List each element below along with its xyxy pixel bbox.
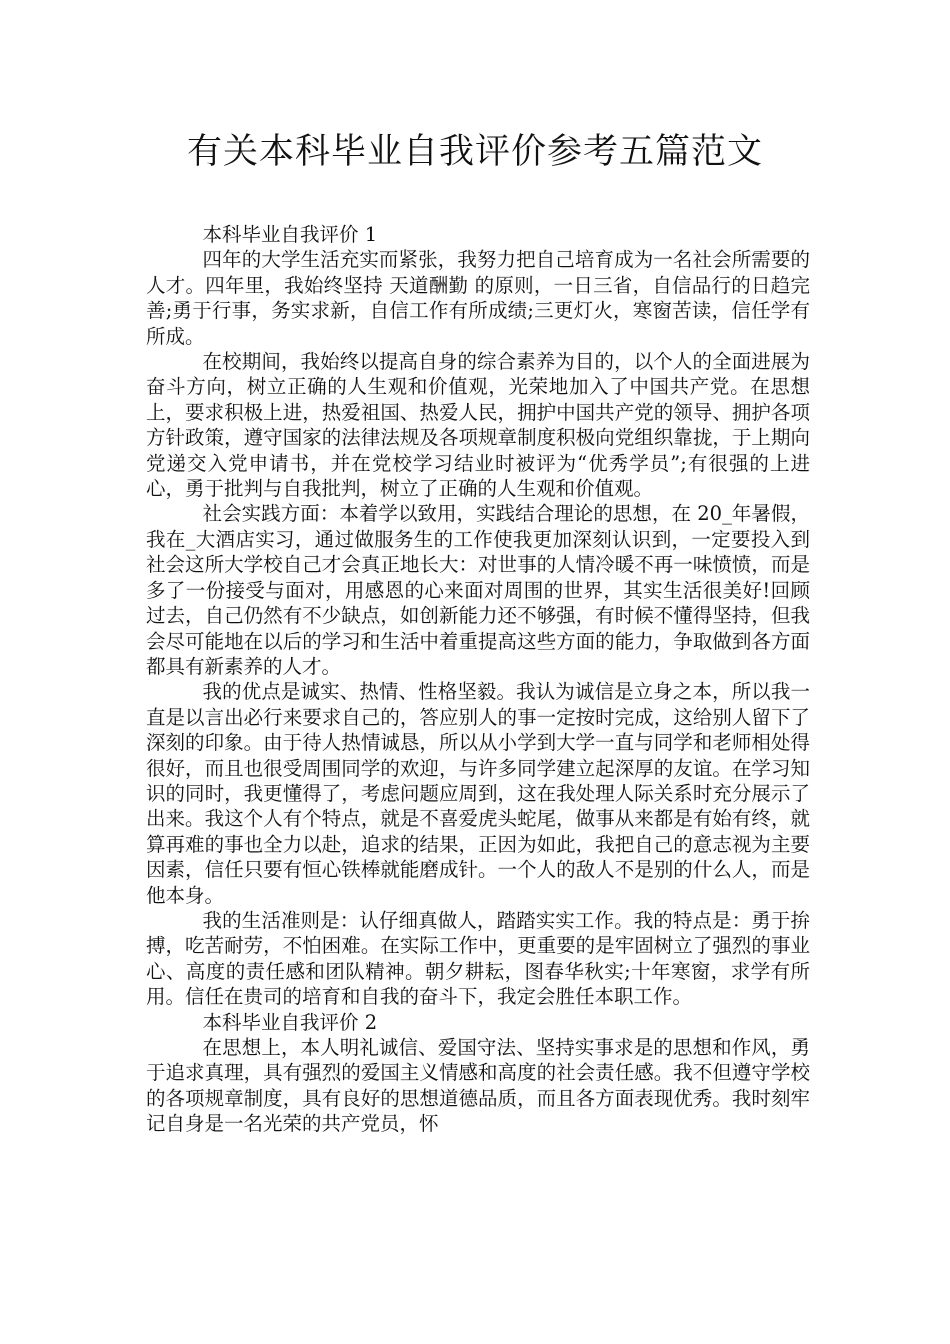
paragraph: 我的生活准则是：认仔细真做人，踏踏实实工作。我的特点是：勇于拚搏，吃苦耐劳，不怕困难。在实际工作中，更重要的是牢固树立了强烈的事业心、高度的责任感和团队精神。朝夕耕耘，图春华秋实;十年寒窗，求学有所用。信任在贵司的培育和自我的奋斗下，我定会胜任本职工作。 bbox=[146, 908, 810, 1009]
paragraph: 四年的大学生活充实而紧张，我努力把自己培育成为一名社会所需要的人才。四年里，我始终坚持 天道酬勤 的原则，一日三省，自信品行的日趋完善;勇于行事，务实求新，自信工作有所成绩;三更灯火，寒窗苦读，信任学有所成。 bbox=[146, 248, 810, 348]
paragraph: 社会实践方面：本着学以致用，实践结合理论的思想，在 20_年暑假，我在_大酒店实习，通过做服务生的工作使我更加深刻认识到，一定要投入到社会这所大学校自己才会真正地长大：对世事的人情冷暖不再一味愤愤，而是多了一份接受与面对，用感恩的心来面对周围的世界，其实生活很美好!回顾过去，自己仍然有不少缺点，如创新能力还不够强，有时候不懂得坚持，但我会尽可能地在以后的学习和生活中着重提高这些方面的能力，争取做到各方面都具有新素养的人才。 bbox=[146, 502, 810, 678]
section-heading: 本科毕业自我评价 2 bbox=[202, 1010, 378, 1034]
paragraph: 在校期间，我始终以提高自身的综合素养为目的，以个人的全面进展为奋斗方向，树立正确的人生观和价值观，光荣地加入了中国共产党。在思想上，要求积极上进，热爱祖国、热爱人民，拥护中国共产党的领导、拥护各项方针政策，遵守国家的法律法规及各项规章制度积极向党组织靠拢，于上期向党递交入党申请书，并在党校学习结业时被评为“优秀学员”;有很强的上进心，勇于批判与自我批判，树立了正确的人生观和价值观。 bbox=[146, 350, 810, 501]
section-1 bbox=[146, 222, 810, 1010]
section-heading: 本科毕业自我评价 1 bbox=[202, 223, 378, 246]
paragraph: 在思想上，本人明礼诚信、爱国守法、坚持实事求是的思想和作风，勇于追求真理，具有强烈的爱国主义情感和高度的社会责任感。我不但遵守学校的各项规章制度，具有良好的思想道德品质，而且各方面表现优秀。我时刻牢记自身是一名光荣的共产党员，怀 bbox=[146, 1036, 810, 1136]
document-title: 有关本科毕业自我评价参考五篇范文 bbox=[186, 132, 763, 172]
section-2 bbox=[146, 1010, 810, 1137]
paragraph: 我的优点是诚实、热情、性格坚毅。我认为诚信是立身之本，所以我一直是以言出必行来要求自己的，答应别人的事一定按时完成，这给别人留下了深刻的印象。由于待人热情诚恳，所以从小学到大学一直与同学和老师相处得很好，而且也很受周围同学的欢迎，与许多同学建立起深厚的友谊。在学习知识的同时，我更懂得了，考虑问题应周到，这在我处理人际关系时充分展示了出来。我这个人有个特点，就是不喜爱虎头蛇尾，做事从来都是有始有终，就算再难的事也全力以赴，追求的结果，正因为如此，我把自己的意志视为主要因素，信任只要有恒心铁棒就能磨成针。一个人的敌人不是别的什么人，而是他本身。 bbox=[146, 680, 810, 907]
document-body bbox=[146, 222, 810, 1137]
